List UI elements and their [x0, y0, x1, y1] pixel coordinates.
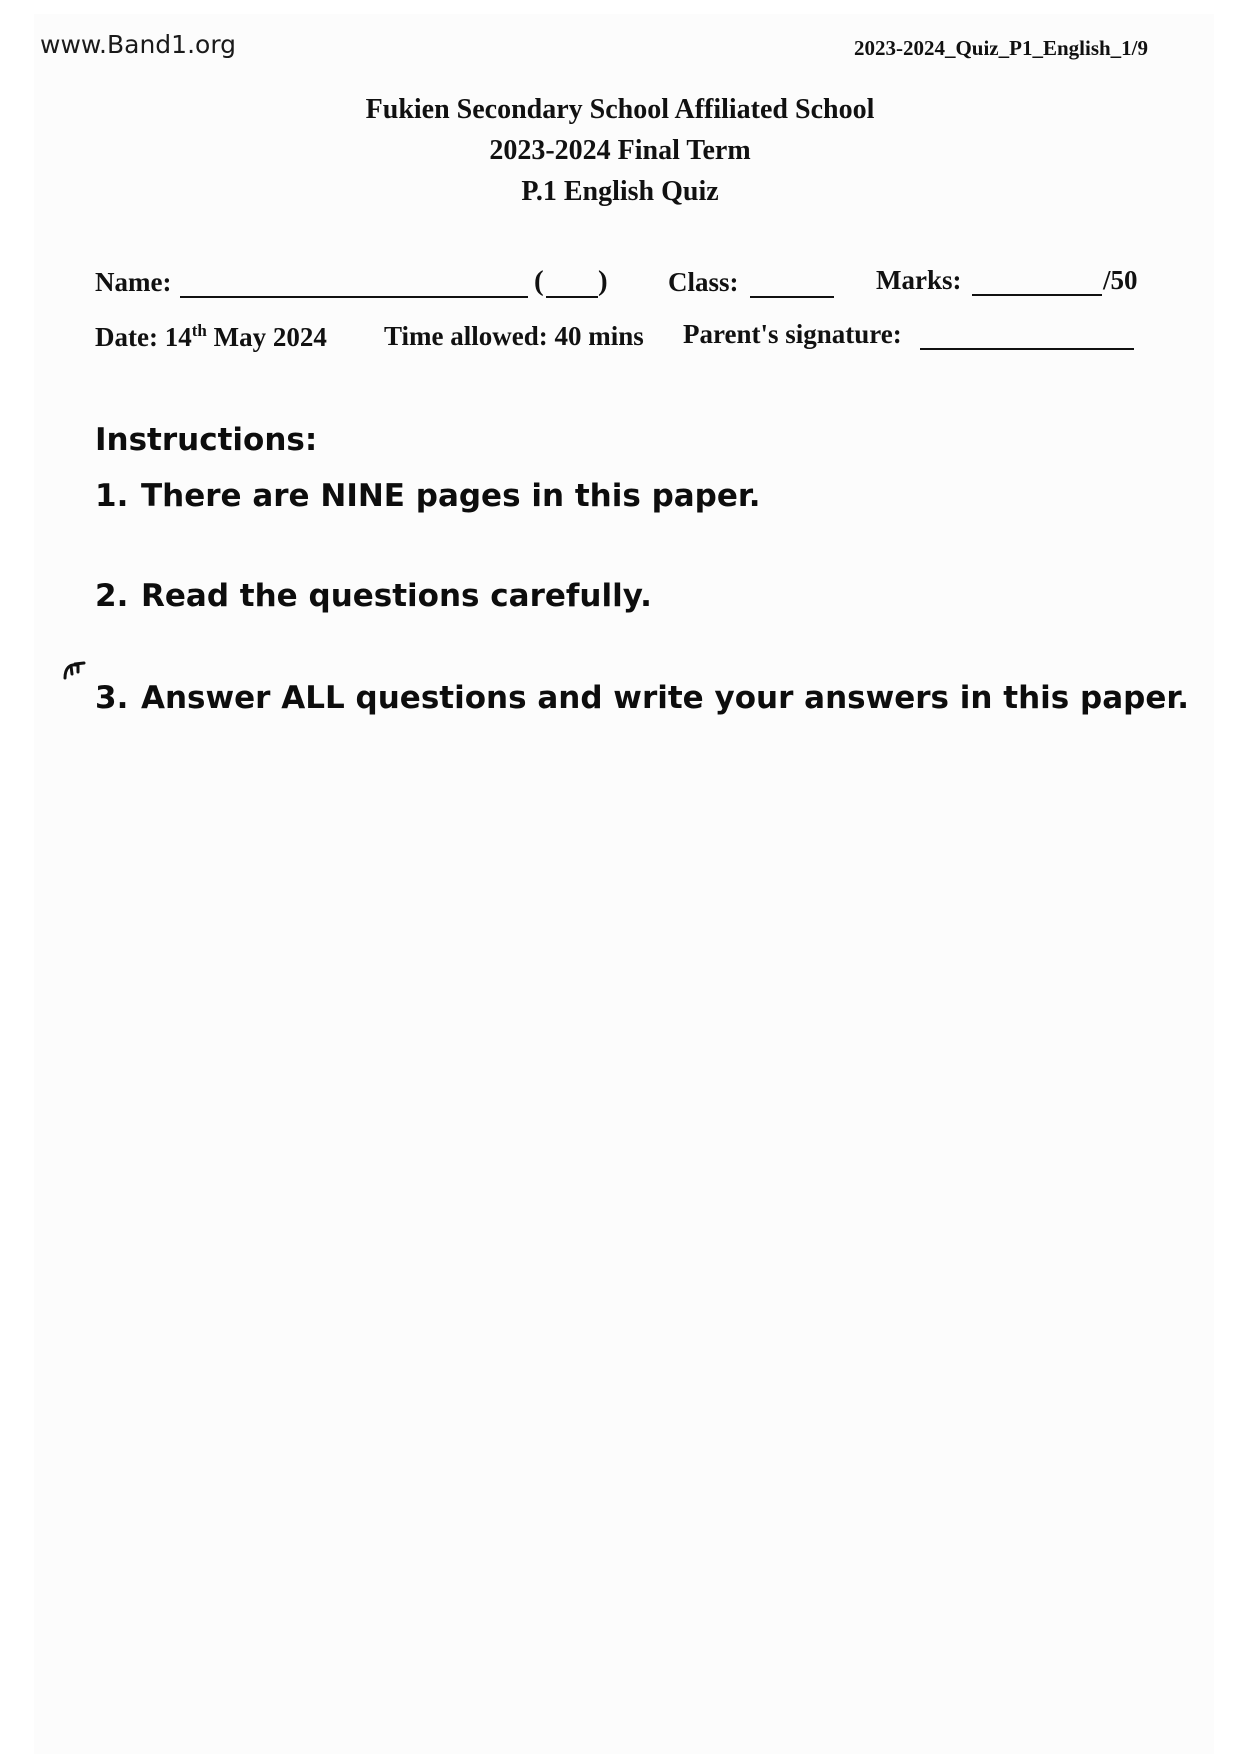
instruction-text: Read the questions carefully.: [141, 578, 652, 614]
name-field[interactable]: [180, 296, 528, 298]
instruction-number: 1.: [95, 478, 129, 514]
class-number-field[interactable]: [546, 296, 598, 298]
instruction-item: [95, 478, 761, 514]
instruction-text: Answer ALL questions and write your answers in this paper.: [141, 680, 1190, 716]
class-number-close-paren: ): [598, 265, 608, 297]
instruction-number: 2.: [95, 578, 129, 614]
marks-total: /50: [1103, 265, 1138, 295]
signature-label: Parent's signature:: [683, 319, 902, 349]
instructions-heading: Instructions:: [95, 422, 318, 458]
quiz-title: P.1 English Quiz: [521, 176, 719, 207]
paper-sheet: [34, 14, 1214, 1754]
website-label: www.Band1.org: [40, 30, 237, 59]
instruction-item: [95, 680, 1189, 716]
marks-label: Marks:: [876, 265, 962, 295]
class-field[interactable]: [750, 296, 834, 298]
signature-field[interactable]: [920, 348, 1134, 350]
term-title: 2023-2024 Final Term: [489, 135, 751, 166]
page-code: 2023-2024_Quiz_P1_English_1/9: [853, 36, 1148, 60]
instruction-number: 3.: [95, 680, 129, 716]
class-label: Class:: [668, 267, 739, 297]
marks-field[interactable]: [972, 294, 1102, 296]
time-allowed: Time allowed: 40 mins: [384, 321, 644, 351]
school-name: Fukien Secondary School Affiliated School: [365, 94, 875, 125]
exam-date: Date: 14th May 2024: [95, 321, 327, 352]
class-number-open-paren: (: [534, 265, 544, 297]
pen-mark-icon: [62, 660, 92, 682]
name-label: Name:: [95, 267, 172, 297]
instruction-item: [95, 578, 652, 614]
instruction-text: There are NINE pages in this paper.: [141, 478, 761, 514]
